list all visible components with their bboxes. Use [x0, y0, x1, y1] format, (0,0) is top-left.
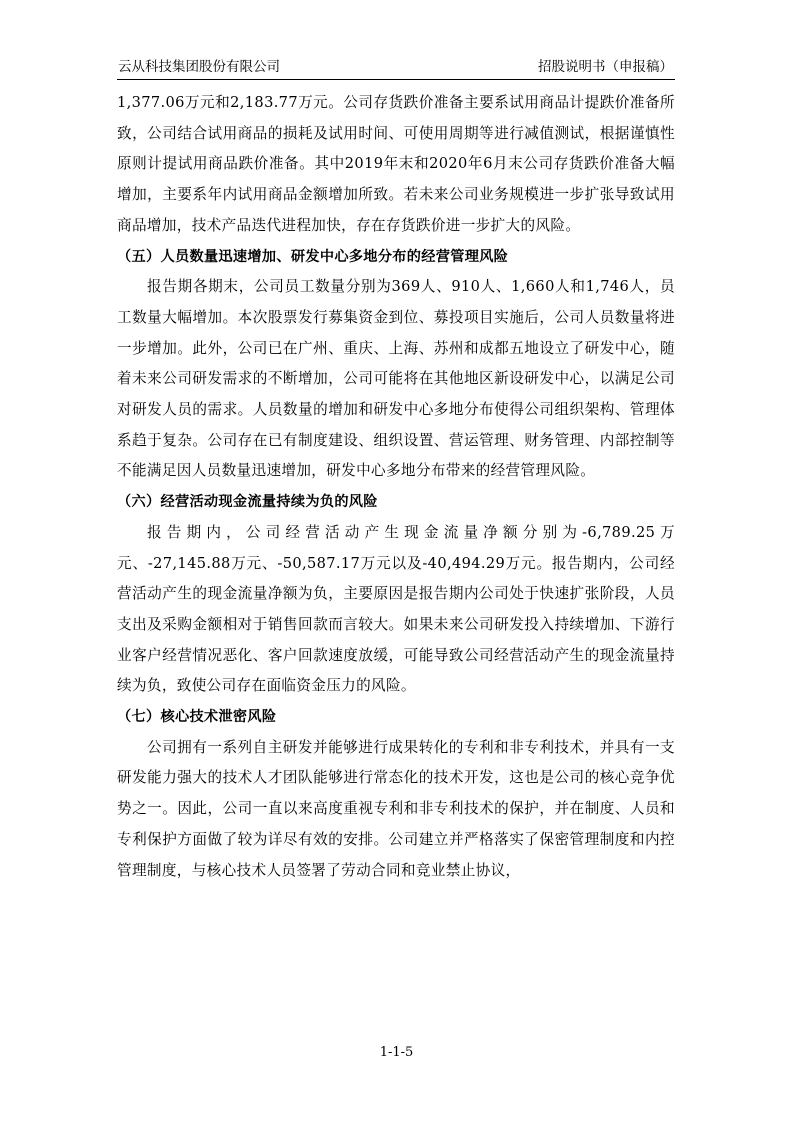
header-document-type: 招股说明书（申报稿）	[538, 59, 673, 75]
header-company-name: 云从科技集团股份有限公司	[118, 59, 280, 75]
paragraph-section-6: 报告期内，公司经营活动产生现金流量净额分别为-6,789.25万元、-27,145.88万元、-50,587.17万元以及-40,494.29万元。报告期内，公司经营活动产生的现金流量净额为负，主要原因是报告期内公司处于快速扩张阶段，人员支出及采购金额相对于销售回款而言较大。如果未来公司研发投入持续增加、下游行业客户经营情况恶化、客户回款速度放缓，可能导致公司经营活动产生的现金流量持续为负，致使公司存在面临资金压力的风险。	[117, 523, 675, 695]
paragraph-inventory-continuation: 1,377.06万元和2,183.77万元。公司存货跌价准备主要系试用商品计提跌价准备所致，公司结合试用商品的损耗及试用时间、可使用周期等进行减值测试，根据谨慎性原则计提试用商品跌价准备。其中2019年末和2020年6月末公司存货跌价准备大幅增加，主要系年内试用商品金额增加所致。若未来公司业务规模进一步扩张导致试用商品增加，技术产品迭代进程加快，存在存货跌价进一步扩大的风险。	[117, 94, 675, 234]
section-heading-7: （七）核心技术泄密风险	[117, 709, 277, 726]
section-heading-5: （五）人员数量迅速增加、研发中心多地分布的经营管理风险	[117, 248, 509, 265]
document-body	[117, 88, 675, 886]
paragraph-section-7: 公司拥有一系列自主研发并能够进行成果转化的专利和非专利技术，并具有一支研发能力强大的技术人才团队能够进行常态化的技术开发，这也是公司的核心竞争优势之一。因此，公司一直以来高度重视专利和非专利技术的保护，并在制度、人员和专利保护方面做了较为详尽有效的安排。公司建立并严格落实了保密管理制度和内控管理制度，与核心技术人员签署了劳动合同和竞业禁止协议，	[117, 738, 675, 879]
page-number: 1-1-5	[379, 1045, 414, 1060]
page-header	[117, 57, 675, 80]
paragraph-section-5: 报告期各期末，公司员工数量分别为369人、910人、1,660人和1,746人，员工数量大幅增加。本次股票发行募集资金到位、募投项目实施后，公司人员数量将进一步增加。此外，公司已在广州、重庆、上海、苏州和成都五地设立了研发中心，随着未来公司研发需求的不断增加，公司可能将在其他地区新设研发中心，以满足公司对研发人员的需求。人员数量的增加和研发中心多地分布使得公司组织架构、管理体系趋于复杂。公司存在已有制度建设、组织设置、营运管理、财务管理、内部控制等不能满足因人员数量迅速增加，研发中心多地分布带来的经营管理风险。	[117, 278, 675, 480]
section-heading-6: （六）经营活动现金流量持续为负的风险	[117, 494, 378, 511]
